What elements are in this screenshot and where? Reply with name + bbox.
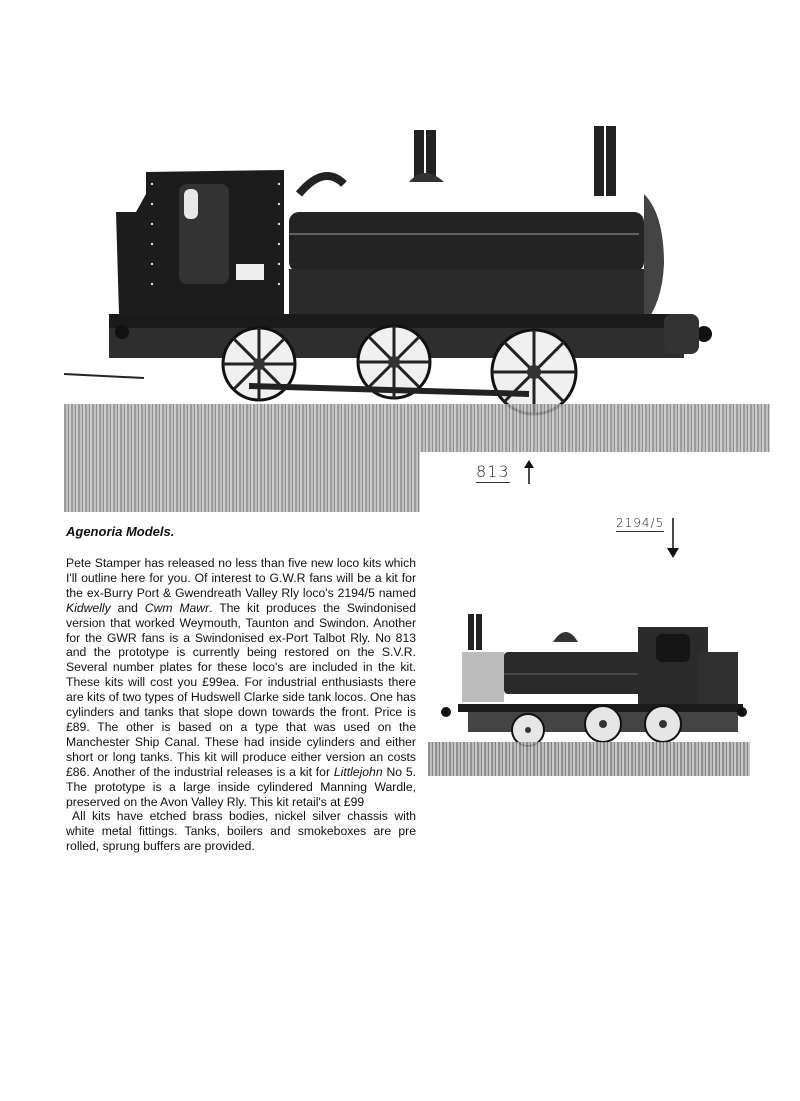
- ground-texture: [64, 404, 770, 452]
- annotation-2194-5-label: 2194/5: [616, 516, 665, 530]
- annotation-813: [476, 462, 510, 481]
- article-body: [66, 556, 416, 854]
- locomotive-photo-813: [64, 124, 770, 514]
- loco-name-cwm-mawr: Cwm Mawr: [144, 600, 210, 615]
- ground-texture: [428, 742, 750, 776]
- text-run: . The kit produces the Swindonised version that worked Weymouth, Taunton and Swindon. Another for the GWR fans is a Swindonised ex-Port Talbot Rly. No 813 and the prototype is currently being restored on the S.V.R. Several number plates for these loco's are included in the kit. These kits will cost you £99ea. For industrial enthusiasts there are kits of two types of Hudswell Clarke side tank locos. One has cylinders and tanks that slope down towards the front. Price is £89. The other is based on a type that was used on the Manchester Ship Canal. These had inside cylinders and either short or long tanks. This kit will produce either version an costs £86. Another of the industrial releases is a kit for: [66, 600, 416, 779]
- arrow-up-icon: [524, 460, 534, 489]
- number-plate: [236, 264, 264, 280]
- text-run: No 5. The prototype is a large inside cylindered Manning Wardle, preserved on the Avon Valley Rly. This kit retail's at £99: [66, 764, 416, 809]
- text-run: Pete Stamper has released no less than five new loco kits which I'll outline here for you. Of interest to G.W.R fans will be a kit for the ex-Burry Port & Gwendreath Valley Rly loco's 2194/5 named: [66, 556, 416, 600]
- article-heading: Agenoria Models.: [66, 524, 175, 539]
- loco-name-kidwelly: Kidwelly: [66, 600, 111, 615]
- article-paragraph-1: [66, 556, 416, 809]
- annotation-2194-5: [616, 516, 664, 530]
- article-paragraph-2: All kits have etched brass bodies, nickel silver chassis with white metal fittings. Tanks, boilers and smokeboxes are pre rolled, sprung buffers are provided.: [66, 809, 416, 854]
- annotation-813-label: 813: [476, 462, 510, 481]
- locomotive-photo-2194-5: [428, 612, 750, 776]
- arrow-down-icon: [667, 518, 679, 563]
- loco-name-littlejohn: Littlejohn: [333, 764, 383, 779]
- ground-texture-lower: [64, 452, 420, 512]
- text-run: and: [110, 600, 145, 615]
